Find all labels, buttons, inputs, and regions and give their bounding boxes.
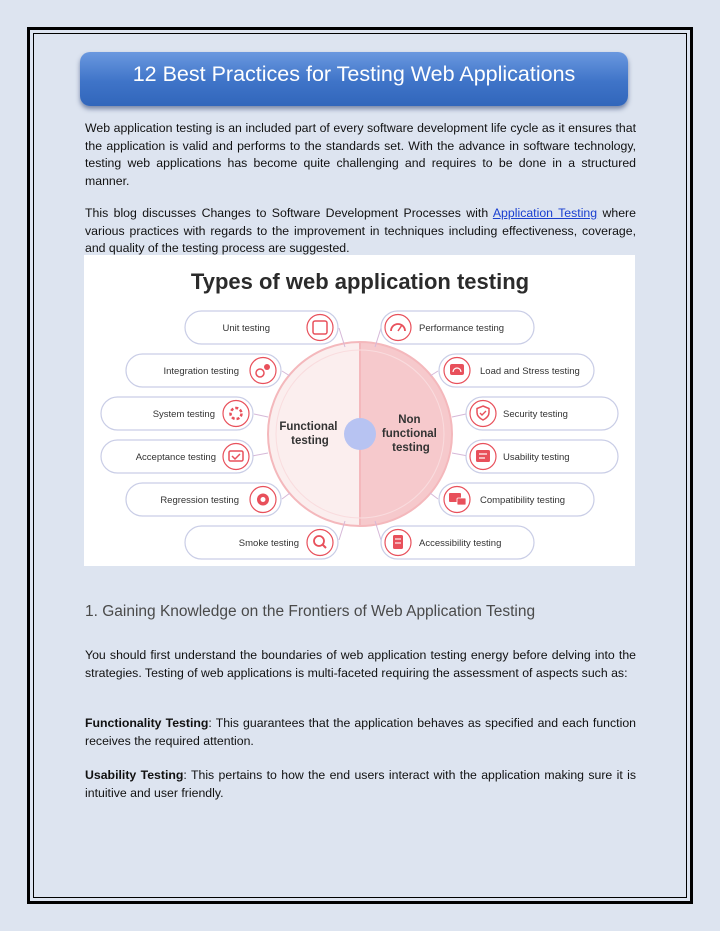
functional-item	[185, 526, 338, 559]
center-dot	[344, 418, 376, 450]
non-functional-item-label: Security testing	[503, 409, 568, 420]
page-title: 12 Best Practices for Testing Web Applications	[132, 62, 576, 86]
infographic-svg	[84, 255, 635, 566]
acceptance-testing-icon	[223, 444, 249, 470]
functional-center-label: Functional testing	[279, 421, 338, 447]
non-functional-item	[439, 354, 594, 387]
functional-item-label: System testing	[152, 409, 215, 420]
functional-item-label: Integration testing	[163, 366, 239, 377]
section-paragraph: You should first understand the boundaries of web application testing energy before delving into the strategies. Testing of web applications is multi-faceted requiring the assessment of aspects such as:	[85, 648, 636, 680]
smoke-testing-icon	[307, 530, 333, 556]
non-functional-item-label: Compatibility testing	[480, 495, 566, 506]
non-functional-item	[466, 440, 618, 473]
functional-item	[126, 483, 281, 516]
functional-item	[101, 440, 253, 473]
usability-testing-term: Usability Testing	[85, 768, 184, 782]
functionality-testing-text: : This guarantees that the application behaves as specified and each function receives the required attention.	[85, 716, 636, 748]
functional-item	[126, 354, 281, 387]
non-functional-item	[466, 397, 618, 430]
application-testing-link[interactable]: Application Testing	[492, 206, 598, 220]
testing-types-infographic	[84, 255, 635, 566]
functional-item-label: Regression testing	[160, 495, 239, 506]
unit-testing-icon	[307, 315, 333, 341]
functional-item	[185, 311, 338, 344]
title-banner	[80, 52, 628, 106]
usability-testing-text: : This pertains to how the end users interact with the application making sure it is intuitive and user friendly.	[85, 768, 636, 800]
section-heading: 1. Gaining Knowledge on the Frontiers of Web Application Testing	[85, 603, 536, 620]
functional-item-label: Unit testing	[222, 323, 270, 334]
functionality-testing-paragraph	[85, 715, 636, 750]
intro-paragraph-2	[85, 205, 636, 258]
non-functional-item	[439, 483, 594, 516]
usability-testing-paragraph	[85, 767, 636, 802]
functional-item	[101, 397, 253, 430]
functional-item-label: Smoke testing	[238, 538, 299, 549]
system-testing-icon	[223, 401, 249, 427]
performance-testing-icon	[385, 315, 411, 341]
functional-item-label: Acceptance testing	[135, 452, 216, 463]
functionality-testing-term: Functionality Testing	[85, 716, 209, 730]
non-functional-item	[381, 526, 534, 559]
non-functional-center-label: Non functional testing	[381, 414, 437, 454]
non-functional-item-label: Accessibility testing	[419, 538, 502, 549]
non-functional-item-label: Usability testing	[503, 452, 570, 463]
non-functional-item	[381, 311, 534, 344]
intro-paragraph-2-text-start: This blog discusses Changes to Software Development Processes with	[85, 206, 493, 220]
non-functional-item-label: Performance testing	[419, 323, 505, 334]
center-circle	[268, 342, 452, 526]
non-functional-item-label: Load and Stress testing	[480, 366, 580, 377]
intro-paragraph-2-text-end: where various practices with regards to the improvement in techniques including effectiveness, coverage, and quality of the testing process are suggested.	[85, 206, 636, 255]
infographic-title: Types of web application testing	[190, 269, 530, 294]
intro-paragraph-1: Web application testing is an included part of every software development life cycle as it ensures that the application is valid and performs to the standards set. With the advance in software technology, testing web applications has become quite challenging and requires to be done in a structured manner.	[85, 121, 636, 188]
